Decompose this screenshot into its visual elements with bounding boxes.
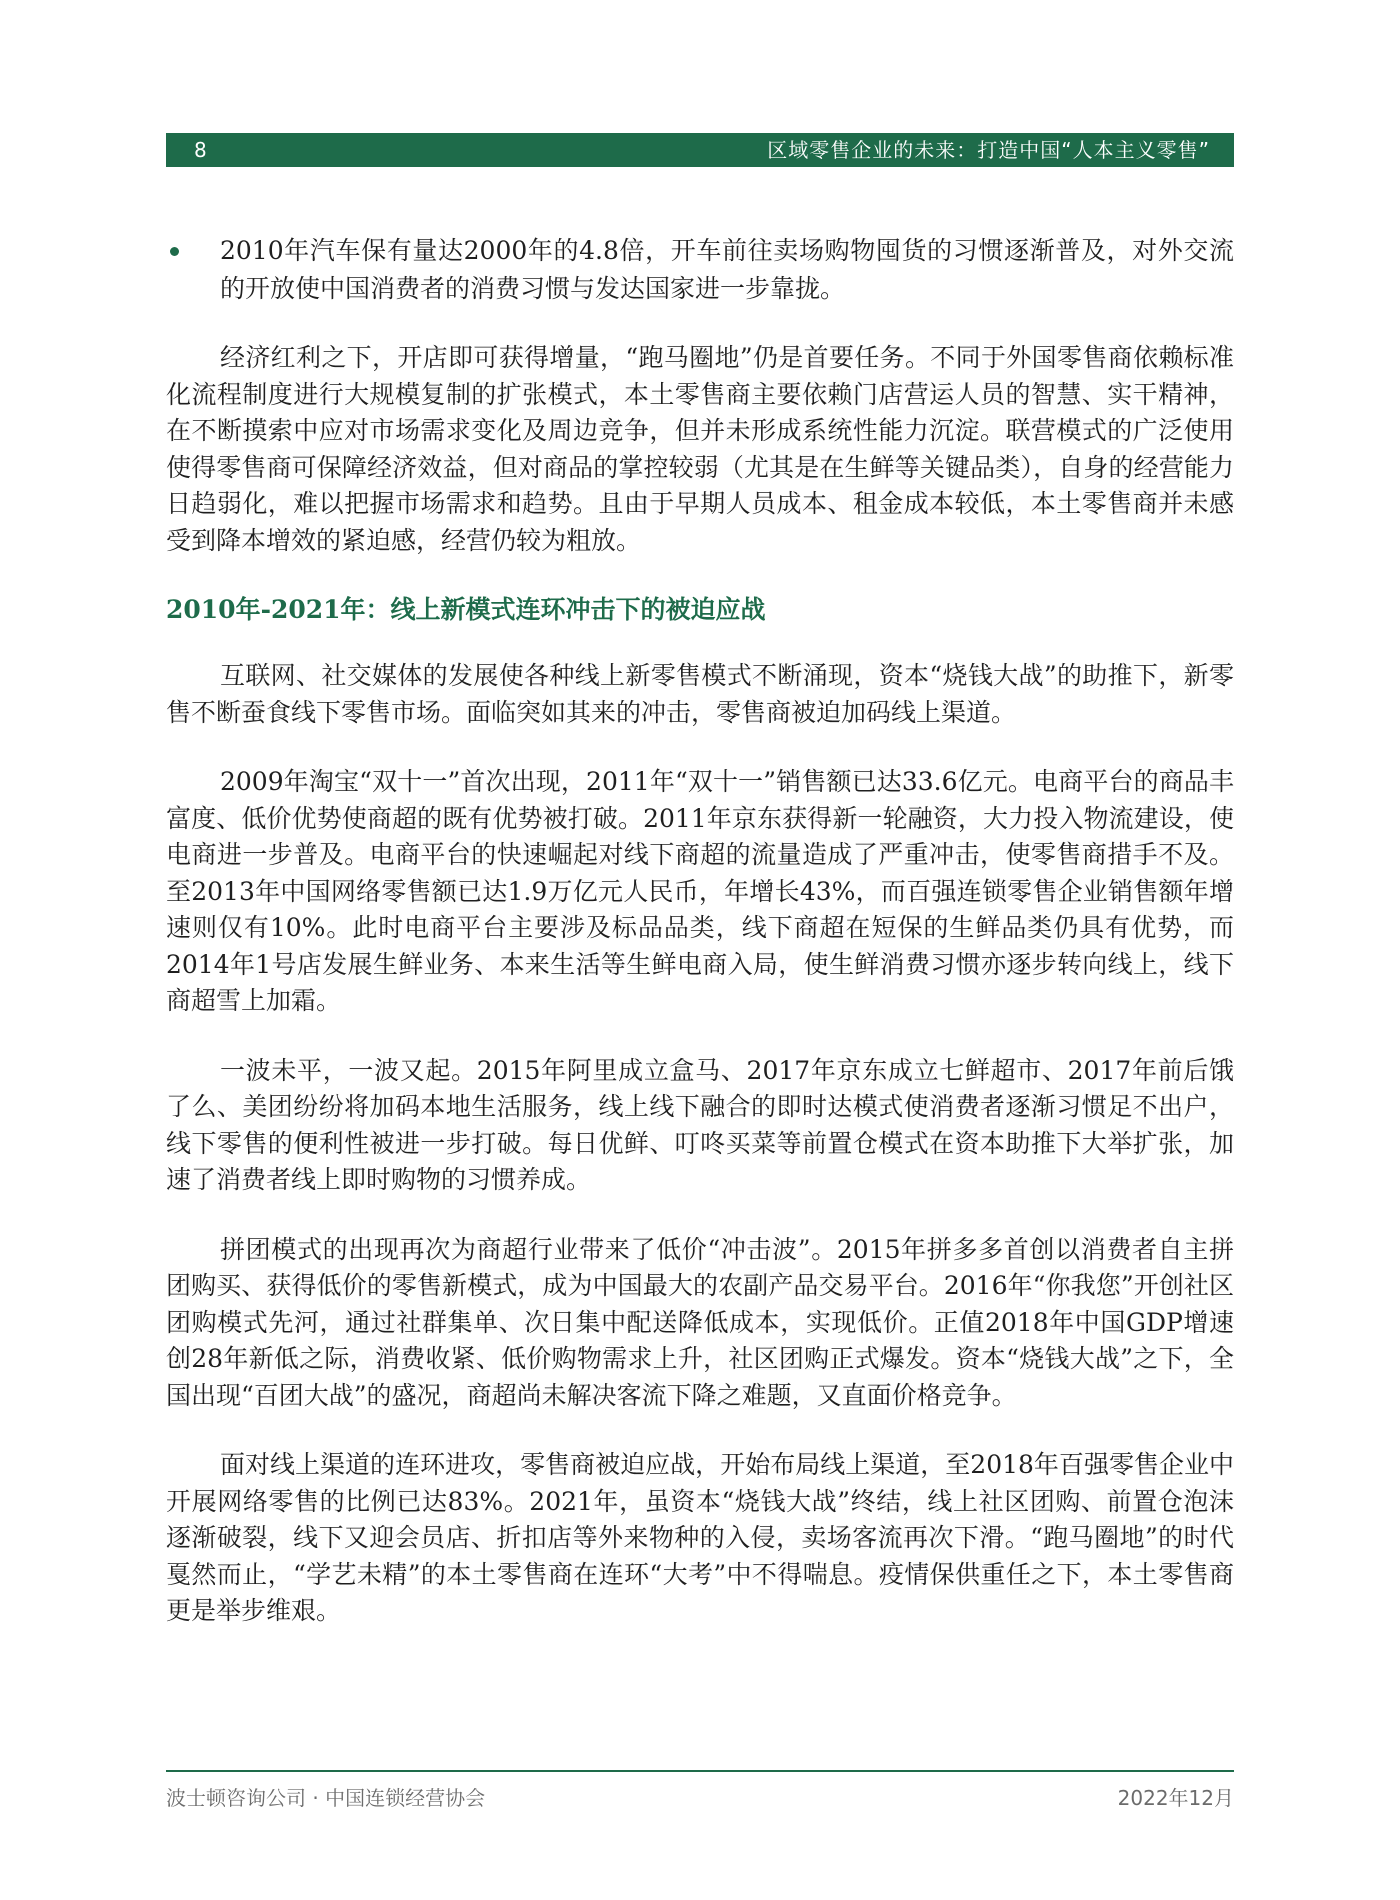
bullet-text: 2010年汽车保有量达2000年的4.8倍，开车前往卖场购物囤货的习惯逐渐普及，对外交流的开放使中国消费者的消费习惯与发达国家进一步靠拢。	[220, 236, 1234, 303]
document-title: 区域零售企业的未来：打造中国“人本主义零售”	[767, 138, 1210, 162]
footer-divider	[166, 1770, 1234, 1772]
page-number: 8	[194, 138, 207, 162]
paragraph-1: 互联网、社交媒体的发展使各种线上新零售模式不断涌现，资本“烧钱大战”的助推下，新零售不断蚕食线下零售市场。面临突如其来的冲击，零售商被迫加码线上渠道。	[166, 661, 1234, 727]
paragraph-4: 拼团模式的出现再次为商超行业带来了低价“冲击波”。2015年拼多多首创以消费者自主拼团购买、获得低价的零售新模式，成为中国最大的农副产品交易平台。2016年“你我您”开创社区团购模式先河，通过社群集单、次日集中配送降低成本，实现低价。正值2018年中国GDP增速创28年新低之际，消费收紧、低价购物需求上升，社区团购正式爆发。资本“烧钱大战”之下，全国出现“百团大战”的盛况，商超尚未解决客流下降之难题，又直面价格竞争。	[166, 1234, 1234, 1410]
paragraph-3: 一波未平，一波又起。2015年阿里成立盒马、2017年京东成立七鲜超市、2017年前后饿了么、美团纷纷将加码本地生活服务，线上线下融合的即时达模式使消费者逐渐习惯足不出户，线下零售的便利性被进一步打破。每日优鲜、叮咚买菜等前置仓模式在资本助推下大举扩张，加速了消费者线上即时购物的习惯养成。	[166, 1055, 1234, 1194]
bullet-item	[166, 232, 1234, 308]
footer-publisher: 波士顿咨询公司 · 中国连锁经营协会	[166, 1786, 486, 1810]
section-heading: 2010年-2021年：线上新模式连环冲击下的被迫应战	[166, 595, 766, 624]
paragraph-intro: 经济红利之下，开店即可获得增量，“跑马圈地”仍是首要任务。不同于外国零售商依赖标准化流程制度进行大规模复制的扩张模式，本土零售商主要依赖门店营运人员的智慧、实干精神，在不断摸索中应对市场需求变化及周边竞争，但并未形成系统性能力沉淀。联营模式的广泛使用使得零售商可保障经济效益，但对商品的掌控较弱（尤其是在生鲜等关键品类），自身的经营能力日趋弱化，难以把握市场需求和趋势。且由于早期人员成本、租金成本较低，本土零售商并未感受到降本增效的紧迫感，经营仍较为粗放。	[166, 343, 1234, 555]
footer-date: 2022年12月	[1117, 1786, 1234, 1810]
paragraph-2: 2009年淘宝“双十一”首次出现，2011年“双十一”销售额已达33.6亿元。电商平台的商品丰富度、低价优势使商超的既有优势被打破。2011年京东获得新一轮融资，大力投入物流建设，使电商进一步普及。电商平台的快速崛起对线下商超的流量造成了严重冲击，使零售商措手不及。至2013年中国网络零售额已达1.9万亿元人民币，年增长43%，而百强连锁零售企业销售额年增速则仅有10%。此时电商平台主要涉及标品品类，线下商超在短保的生鲜品类仍具有优势，而2014年1号店发展生鲜业务、本来生活等生鲜电商入局，使生鲜消费习惯亦逐步转向线上，线下商超雪上加霜。	[166, 767, 1234, 1015]
page-content	[166, 232, 1234, 1663]
page-header-bar	[166, 133, 1234, 167]
paragraph-5: 面对线上渠道的连环进攻，零售商被迫应战，开始布局线上渠道，至2018年百强零售企业中开展网络零售的比例已达83%。2021年，虽资本“烧钱大战”终结，线上社区团购、前置仓泡沫逐渐破裂，线下又迎会员店、折扣店等外来物种的入侵，卖场客流再次下滑。“跑马圈地”的时代戛然而止，“学艺未精”的本土零售商在连环“大考”中不得喘息。疫情保供重任之下，本土零售商更是举步维艰。	[166, 1450, 1234, 1625]
bullet-dot-icon	[170, 247, 179, 256]
